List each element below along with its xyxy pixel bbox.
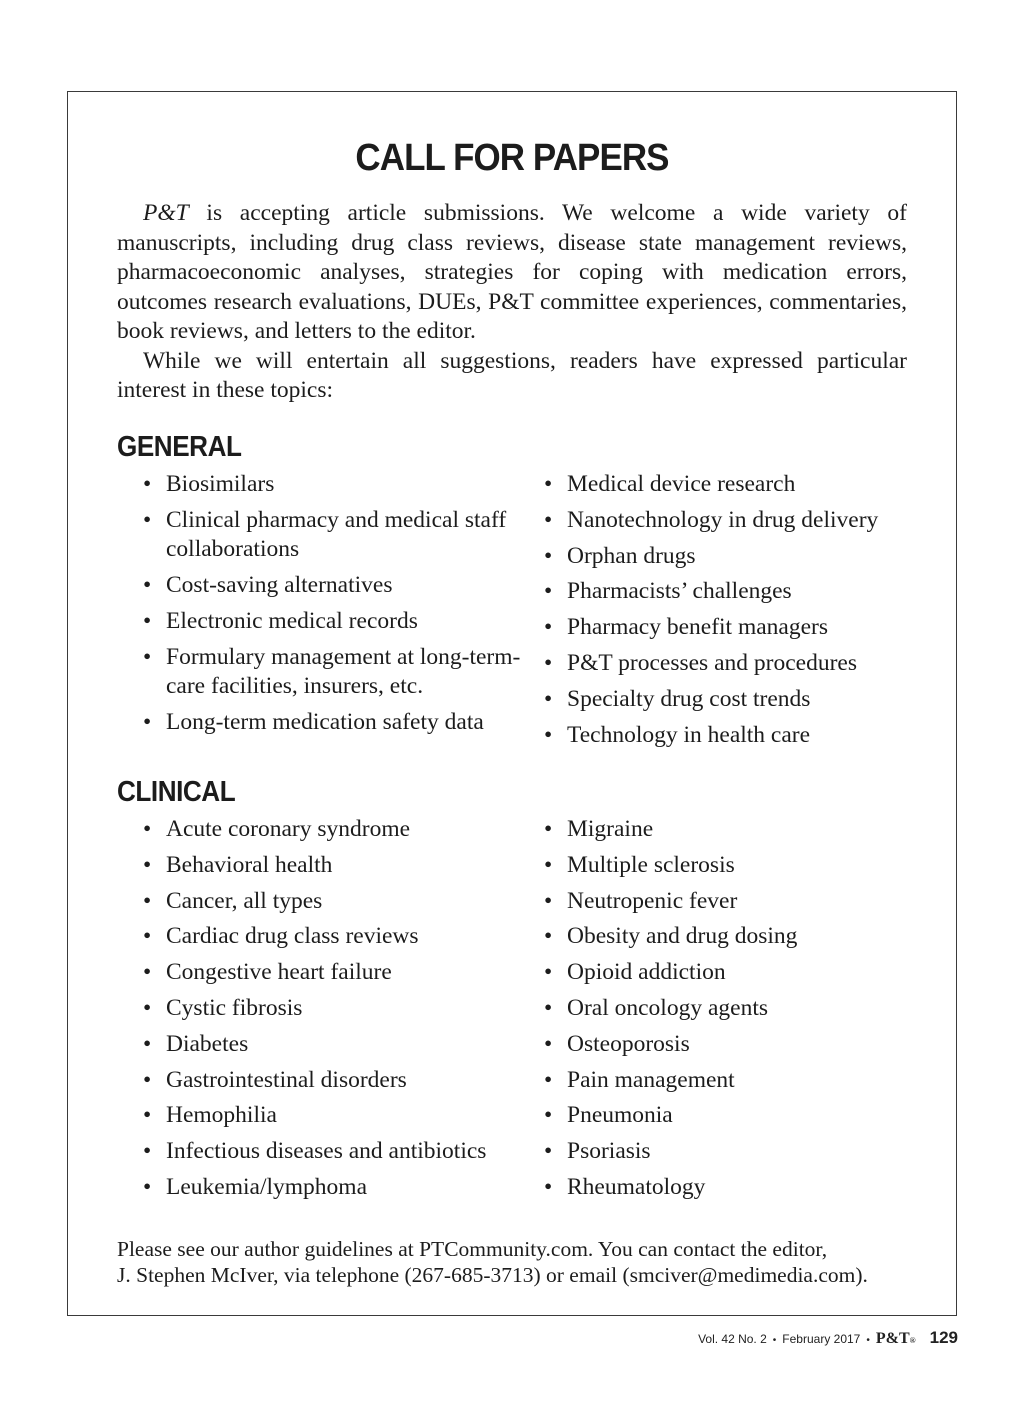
journal-name: P&T [143, 200, 189, 226]
topic-list-item: • Acute coronary syndrome [142, 815, 522, 845]
contact-info [117, 1236, 917, 1288]
topic-list-item: • Rheumatology [543, 1173, 923, 1203]
topic-list-item: • Opioid addiction [543, 958, 923, 988]
topic-list-item: • Cystic fibrosis [142, 994, 522, 1024]
topic-list-item: • Clinical pharmacy and medical staff collaborations [142, 506, 522, 565]
registered-mark: ® [909, 1336, 916, 1345]
topic-list-item: • P&T processes and procedures [543, 649, 923, 679]
topic-list-item: • Formulary management at long-term-care facilities, insurers, etc. [142, 643, 522, 702]
clinical-list-right [543, 815, 923, 1209]
topic-list-item: • Psoriasis [543, 1137, 923, 1167]
topic-list-item: • Pharmacists’ challenges [543, 577, 923, 607]
volume-info: Vol. 42 No. 2 [698, 1332, 767, 1346]
general-list-left [142, 470, 522, 744]
topic-list-item: • Oral oncology agents [543, 994, 923, 1024]
topic-list-item: • Long-term medication safety data [142, 708, 522, 738]
topic-list-item: • Pneumonia [543, 1101, 923, 1131]
contact-line-2: J. Stephen McIver, via telephone (267-685-3713) or email (smciver@medimedia.com). [117, 1263, 868, 1287]
topic-list-item: • Migraine [543, 815, 923, 845]
topic-list-item: • Neutropenic fever [543, 887, 923, 917]
contact-line-1: Please see our author guidelines at PTCommunity.com. You can contact the editor, [117, 1237, 828, 1261]
journal-logo [876, 1330, 916, 1348]
topic-list-item: • Technology in health care [543, 721, 923, 751]
topic-list-item: • Diabetes [142, 1030, 522, 1060]
intro-paragraph-1-text: is accepting article submissions. We welcome a wide variety of manuscripts, including drug class reviews, disease state management reviews, pharmacoeconomic analyses, strategies for coping with medication errors, outcomes research evaluations, DUEs, P&T committee experiences, commentaries, book reviews, and letters to the editor. [117, 200, 907, 344]
intro-paragraph-2: While we will entertain all suggestions, readers have expressed particular interest in these topics: [117, 347, 907, 403]
section-heading-clinical: CLINICAL [117, 776, 236, 808]
issue-date: February 2017 [782, 1332, 861, 1346]
topic-list-item: • Behavioral health [142, 851, 522, 881]
page-number: 129 [929, 1328, 958, 1347]
intro-paragraph-1 [117, 199, 907, 347]
separator-dot: • [866, 1335, 870, 1346]
topic-list-item: • Cost-saving alternatives [142, 571, 522, 601]
topic-list-item: • Hemophilia [142, 1101, 522, 1131]
topic-list-item: • Obesity and drug dosing [543, 922, 923, 952]
topic-list-item: • Cardiac drug class reviews [142, 922, 522, 952]
topic-list-item: • Multiple sclerosis [543, 851, 923, 881]
section-heading-general: GENERAL [117, 431, 242, 463]
topic-list-item: • Nanotechnology in drug delivery [543, 506, 923, 536]
topic-list-item: • Gastrointestinal disorders [142, 1066, 522, 1096]
topic-list-item: • Electronic medical records [142, 607, 522, 637]
topic-list-item: • Osteoporosis [543, 1030, 923, 1060]
general-list-right [543, 470, 923, 756]
topic-list-item: • Medical device research [543, 470, 923, 500]
page-title: CALL FOR PAPERS [355, 137, 669, 179]
clinical-list-left [142, 815, 522, 1209]
topic-list-item: • Leukemia/lymphoma [142, 1173, 522, 1203]
topic-list-item: • Biosimilars [142, 470, 522, 500]
journal-logo-text: P&T [875, 1330, 910, 1347]
topic-list-item: • Orphan drugs [543, 542, 923, 572]
topic-list-item: • Pain management [543, 1066, 923, 1096]
page-footer [698, 1328, 958, 1348]
topic-list-item: • Cancer, all types [142, 887, 522, 917]
topic-list-item: • Pharmacy benefit managers [543, 613, 923, 643]
separator-dot: • [772, 1335, 777, 1346]
topic-list-item: • Infectious diseases and antibiotics [142, 1137, 522, 1167]
topic-list-item: • Specialty drug cost trends [543, 685, 923, 715]
topic-list-item: • Congestive heart failure [142, 958, 522, 988]
intro-text [117, 199, 907, 406]
